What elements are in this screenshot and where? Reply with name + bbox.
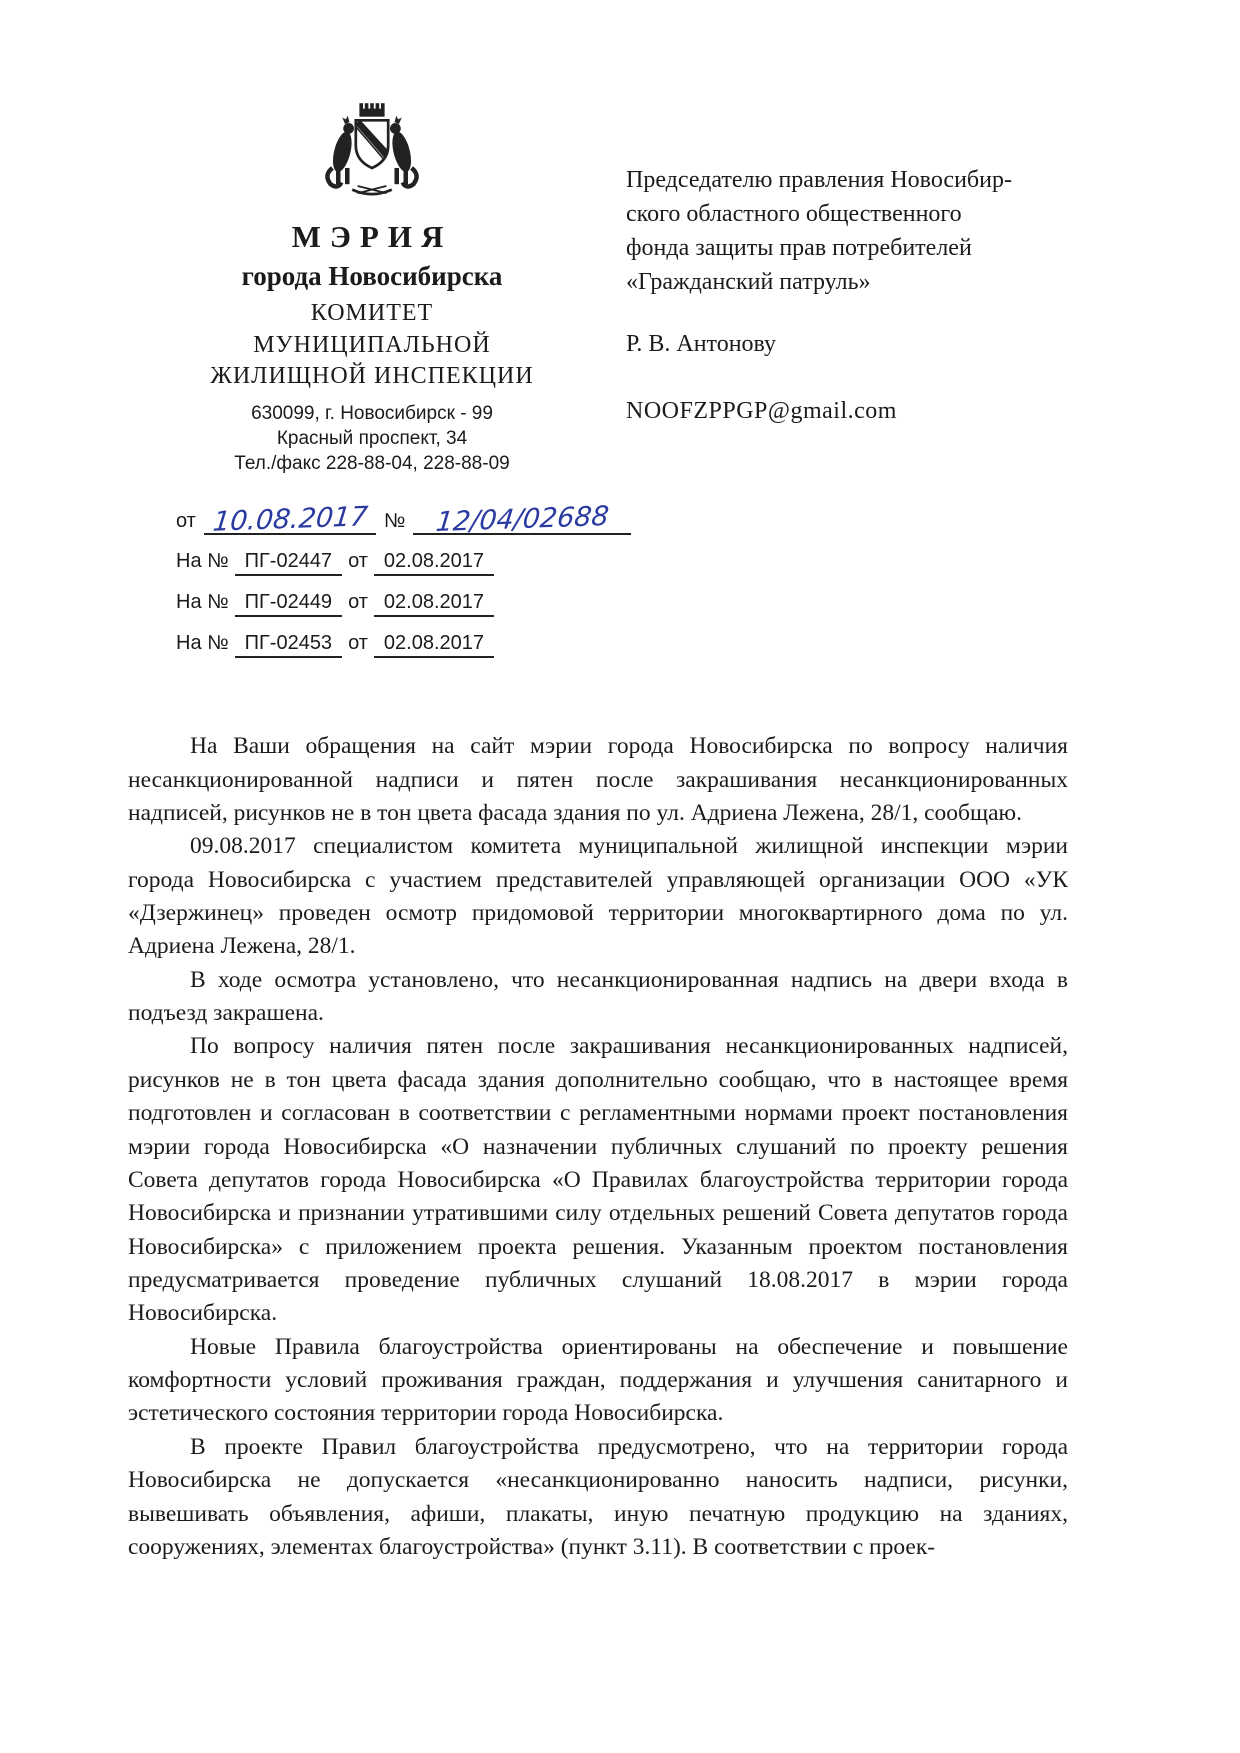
sender-block (176, 95, 611, 658)
org-city: города Новосибирска (241, 261, 503, 291)
handwritten-date: 10.08.2017 (210, 501, 369, 539)
recipient-block (626, 95, 1094, 425)
recipient-name: Р. В. Антонову (626, 331, 777, 358)
letterhead (128, 95, 1068, 658)
ref-number: ПГ-02449 (235, 591, 342, 617)
recipient-line-3: фонда защиты прав потребителей (626, 235, 972, 262)
letter-body (128, 730, 1068, 1564)
reference-line-3 (176, 632, 568, 658)
recipient-email: NOOFZPPGP@gmail.com (626, 398, 897, 425)
recipient-title (626, 163, 1094, 299)
ref-date: 02.08.2017 (374, 632, 494, 658)
address-line-3: Тел./факс 228-88-04, 228-88-09 (234, 453, 510, 475)
address-line-1: 630099, г. Новосибирск - 99 (251, 403, 493, 425)
ref-from-label: от (348, 550, 368, 573)
outgoing-date-slot (204, 501, 376, 539)
outgoing-block (176, 501, 611, 658)
body-paragraph: В проекте Правил благоустройства предусмотрено, что на территории города Новосибирска не допускается «несанкционированно наносить надписи, рисунки, вывешивать объявления, афиши, плакаты, иную печатную продукцию на зданиях, сооружениях, элементах благоустройства» (пункт 3.11). В соответствии с проек- (128, 1433, 1068, 1560)
reference-line-1 (176, 550, 568, 576)
recipient-line-4: «Гражданский патруль» (626, 269, 871, 296)
recipient-line-1: Председателю правления Новосибир- (626, 167, 1012, 193)
novosibirsk-coat-of-arms-icon (318, 95, 426, 205)
committee-line-1: КОМИТЕТ (310, 300, 434, 326)
address-line-2: Красный проспект, 34 (276, 428, 468, 450)
committee-line-2: МУНИЦИПАЛЬНОЙ (253, 331, 491, 358)
body-paragraph: По вопросу наличия пятен после закрашивания несанкционированных надписей, рисунков не в тон цвета фасада здания дополнительно сообщаю, что в настоящее время подготовлен и согласован в соответствии с регламентными нормами проект постановления мэрии города Новосибирска «О назначении публичных слушаний по проекту решения Совета депутатов города Новосибирска «О Правилах благоустройства территории города Новосибирска и признании утратившими силу отдельных решений Совета депутатов города Новосибирска» с приложением проекта решения. Указанным проектом постановления предусматривается проведение публичных слушаний 18.08.2017 в мэрии города Новосибирска. (128, 1033, 1068, 1327)
outgoing-number-slot (413, 501, 631, 539)
body-paragraph: 09.08.2017 специалистом комитета муниципальной жилищной инспекции мэрии города Новосибирска с участием представителей управляющей организации ООО «УК «Дзержинец» проведен осмотр придомовой территории многоквартирного дома по ул. Адриена Лежена, 28/1. (128, 833, 1068, 960)
ref-from-label: от (348, 591, 368, 614)
ref-date: 02.08.2017 (374, 591, 494, 617)
outgoing-number-line (176, 501, 611, 539)
body-paragraph: Новые Правила благоустройства ориентированы на обеспечение и повышение комфортности условий проживания граждан, поддержания и улучшения санитарного и эстетического состояния территории города Новосибирска. (128, 1333, 1068, 1427)
committee-line-3: ЖИЛИЩНОЙ ИНСПЕКЦИИ (210, 363, 534, 390)
ref-prefix: На № (176, 591, 229, 614)
committee-name (176, 298, 568, 393)
recipient-line-2: ского областного общественного (626, 201, 962, 228)
from-label: от (176, 510, 196, 533)
ref-number: ПГ-02447 (235, 550, 342, 576)
ref-prefix: На № (176, 632, 229, 655)
handwritten-number: 12/04/02688 (434, 501, 611, 539)
body-paragraph: В ходе осмотра установлено, что несанкционированная надпись на двери входа в подъезд закрашена. (128, 966, 1068, 1027)
ref-from-label: от (348, 632, 368, 655)
number-label: № (383, 510, 406, 533)
reference-line-2 (176, 591, 568, 617)
ref-date: 02.08.2017 (374, 550, 494, 576)
ref-number: ПГ-02453 (235, 632, 342, 658)
org-name: МЭРИЯ (291, 219, 453, 254)
ref-prefix: На № (176, 550, 229, 573)
body-paragraph: На Ваши обращения на сайт мэрии города Новосибирска по вопросу наличия несанкционированной надписи и пятен после закрашивания несанкционированных надписей, рисунков не в тон цвета фасада здания по ул. Адриена Лежена, 28/1, сообщаю. (128, 733, 1068, 826)
sender-address (176, 401, 568, 476)
